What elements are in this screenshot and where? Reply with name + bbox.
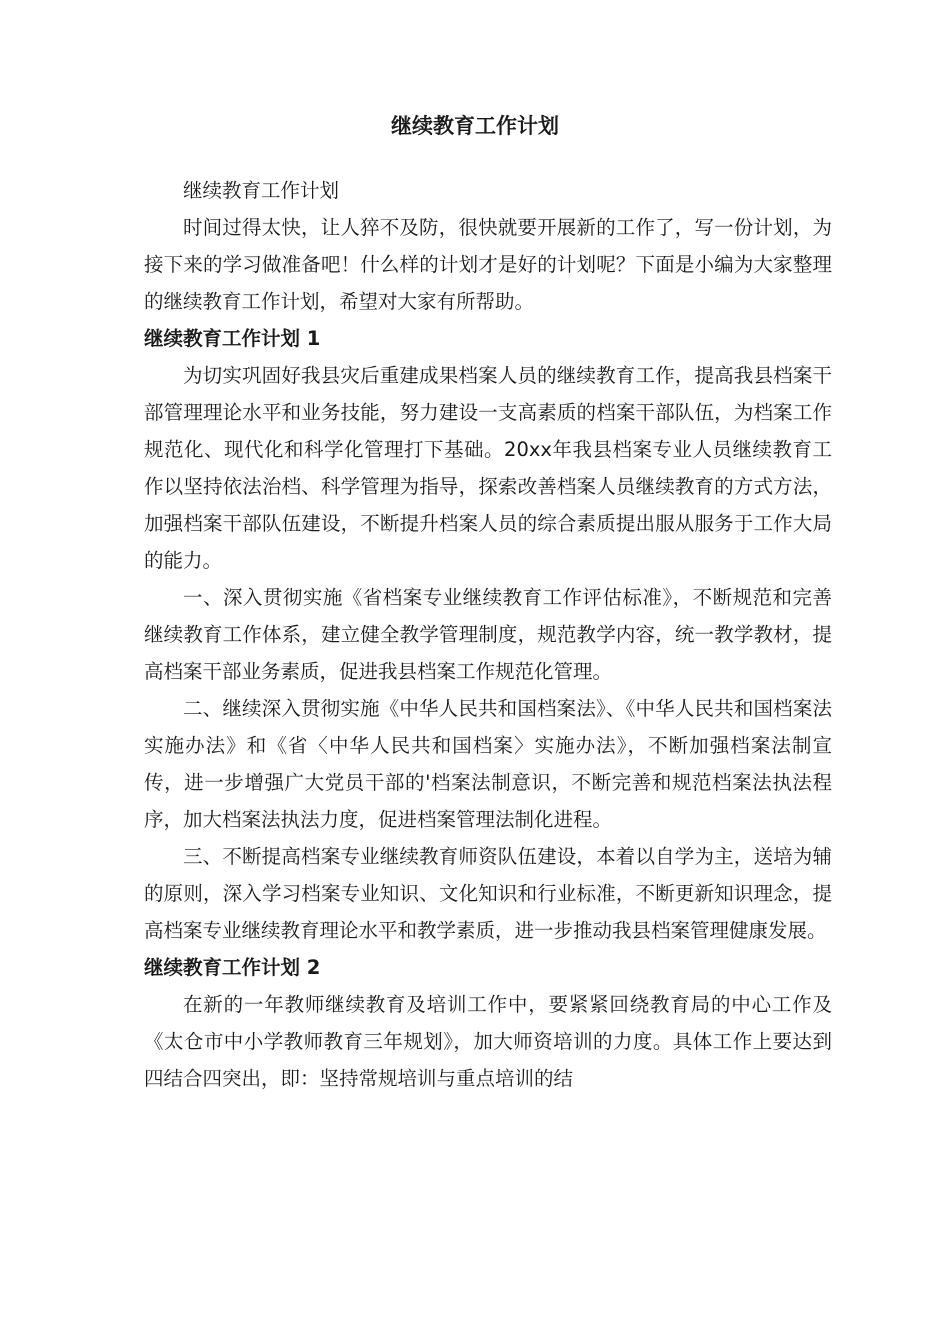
paragraph: 二、继续深入贯彻实施《中华人民共和国档案法》、《中华人民共和国档案法实施办法》和《省〈中华人民共和国档案〉实施办法》，不断加强档案法制宣传，进一步增强广大党员干部的'档案法制意识，不断完善和规范档案法执法程序，加大档案法执法力度，促进档案管理法制化进程。 [144,697,832,831]
paragraph: 为切实巩固好我县灾后重建成果档案人员的继续教育工作，提高我县档案干部管理理论水平和业务技能，努力建设一支高素质的档案干部队伍，为档案工作规范化、现代化和科学化管理打下基础。20xx年我县档案专业人员继续教育工作以坚持依法治档、科学管理为指导，探索改善档案人员继续教育的方式方法，加强档案干部队伍建设，不断提升档案人员的综合素质提出服从服务于工作大局的能力。 [144,364,832,572]
document-title: 继续教育工作计划 [391,114,559,138]
document-body [144,172,832,1097]
section-heading: 继续教育工作计划 1 [144,327,321,350]
paragraph: 继续教育工作计划 [183,179,340,202]
paragraph: 一、深入贯彻实施《省档案专业继续教育工作评估标准》，不断规范和完善继续教育工作体系，建立健全教学管理制度，规范教学内容，统一教学教材，提高档案干部业务素质，促进我县档案工作规范化管理。 [144,586,832,683]
paragraph: 时间过得太快，让人猝不及防，很快就要开展新的工作了，写一份计划，为接下来的学习做准备吧！什么样的计划才是好的计划呢？下面是小编为大家整理的继续教育工作计划，希望对大家有所帮助。 [144,216,832,313]
paragraph: 在新的一年教师继续教育及培训工作中，要紧紧回绕教育局的中心工作及《太仓市中小学教师教育三年规划》，加大师资培训的力度。具体工作上要达到四结合四突出，即：坚持常规培训与重点培训的结 [144,993,832,1090]
paragraph: 三、不断提高档案专业继续教育师资队伍建设，本着以自学为主，送培为辅的原则，深入学习档案专业知识、文化知识和行业标准，不断更新知识理念，提高档案专业继续教育理论水平和教学素质，进一步推动我县档案管理健康发展。 [144,845,832,942]
section-heading: 继续教育工作计划 2 [144,956,321,979]
